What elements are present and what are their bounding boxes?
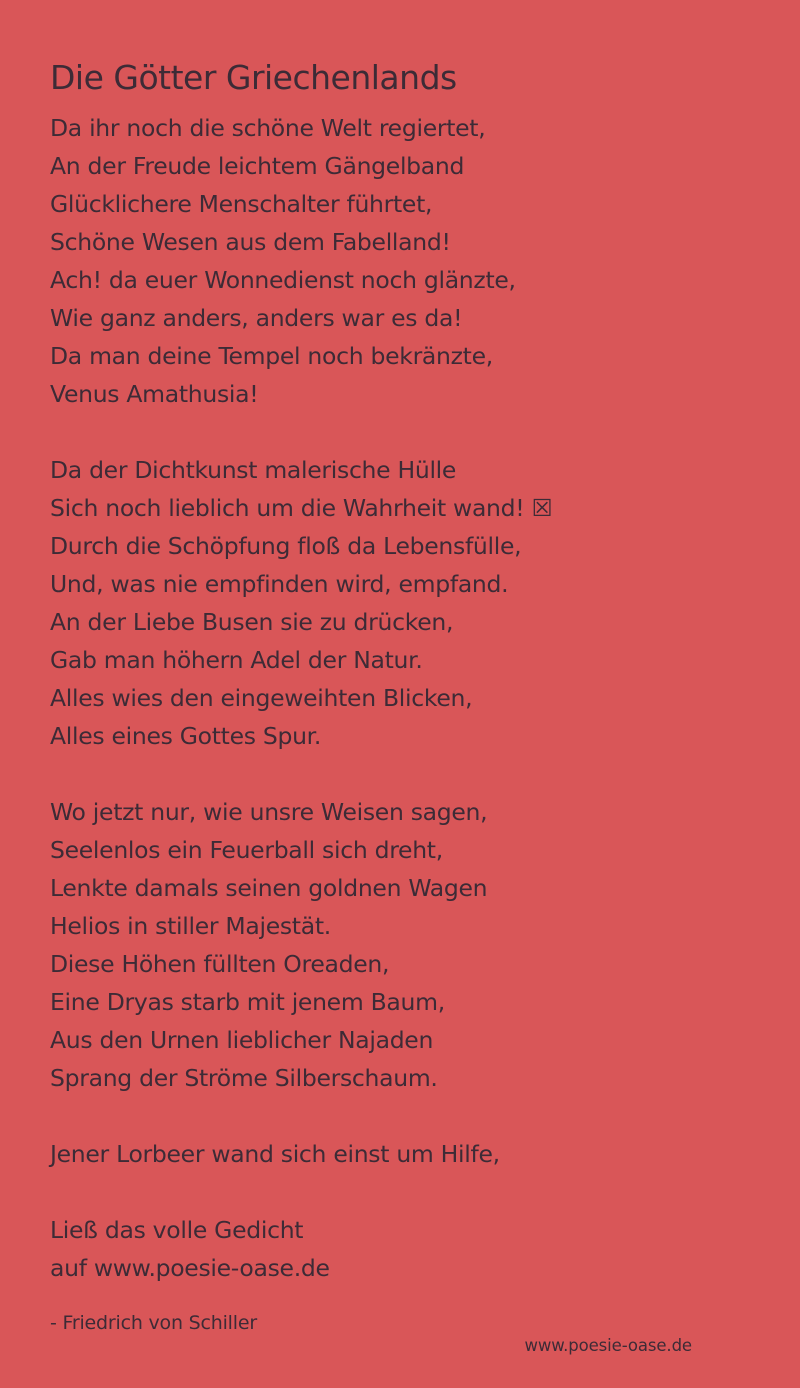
poem-line: Helios in stiller Majestät.	[50, 912, 331, 940]
poem-stanza	[50, 793, 770, 1097]
poem-title: Die Götter Griechenlands	[50, 58, 457, 97]
poem-line: An der Freude leichtem Gängelband	[50, 152, 465, 180]
poem-line: Sich noch lieblich um die Wahrheit wand! ☒	[50, 494, 553, 522]
footer-website-url: www.poesie-oase.de	[524, 1336, 692, 1355]
poem-line: Da ihr noch die schöne Welt regiertet,	[50, 114, 486, 142]
poem-line: Seelenlos ein Feuerball sich dreht,	[50, 836, 443, 864]
poem-card	[50, 56, 770, 1325]
poem-line: Gab man höhern Adel der Natur.	[50, 646, 423, 674]
poem-line: Ließ das volle Gedicht	[50, 1216, 304, 1244]
poem-author: - Friedrich von Schiller	[50, 1312, 257, 1334]
poem-stanza	[50, 1135, 770, 1173]
poem-line: Wo jetzt nur, wie unsre Weisen sagen,	[50, 798, 488, 826]
poem-line: auf www.poesie-oase.de	[50, 1254, 330, 1282]
poem-line: Da man deine Tempel noch bekränzte,	[50, 342, 493, 370]
poem-line: Alles eines Gottes Spur.	[50, 722, 322, 750]
poem-line: Lenkte damals seinen goldnen Wagen	[50, 874, 488, 902]
poem-line: Durch die Schöpfung floß da Lebensfülle,	[50, 532, 522, 560]
poem-line: Wie ganz anders, anders war es da!	[50, 304, 463, 332]
poem-line: Glücklichere Menschalter führtet,	[50, 190, 433, 218]
poem-stanza	[50, 451, 770, 755]
poem-line: Schöne Wesen aus dem Fabelland!	[50, 228, 451, 256]
poem-line: Venus Amathusia!	[50, 380, 259, 408]
poem-stanza	[50, 109, 770, 413]
poem-line: Da der Dichtkunst malerische Hülle	[50, 456, 457, 484]
poem-line: Sprang der Ströme Silberschaum.	[50, 1064, 438, 1092]
poem-line: Ach! da euer Wonnedienst noch glänzte,	[50, 266, 516, 294]
poem-line: Diese Höhen füllten Oreaden,	[50, 950, 390, 978]
poem-body	[50, 109, 770, 1287]
poem-stanza	[50, 1211, 770, 1287]
poem-line: Jener Lorbeer wand sich einst um Hilfe,	[50, 1140, 500, 1168]
poem-line: Aus den Urnen lieblicher Najaden	[50, 1026, 434, 1054]
poem-line: Eine Dryas starb mit jenem Baum,	[50, 988, 445, 1016]
poem-line: Alles wies den eingeweihten Blicken,	[50, 684, 473, 712]
poem-line: Und, was nie empfinden wird, empfand.	[50, 570, 509, 598]
poem-line: An der Liebe Busen sie zu drücken,	[50, 608, 454, 636]
